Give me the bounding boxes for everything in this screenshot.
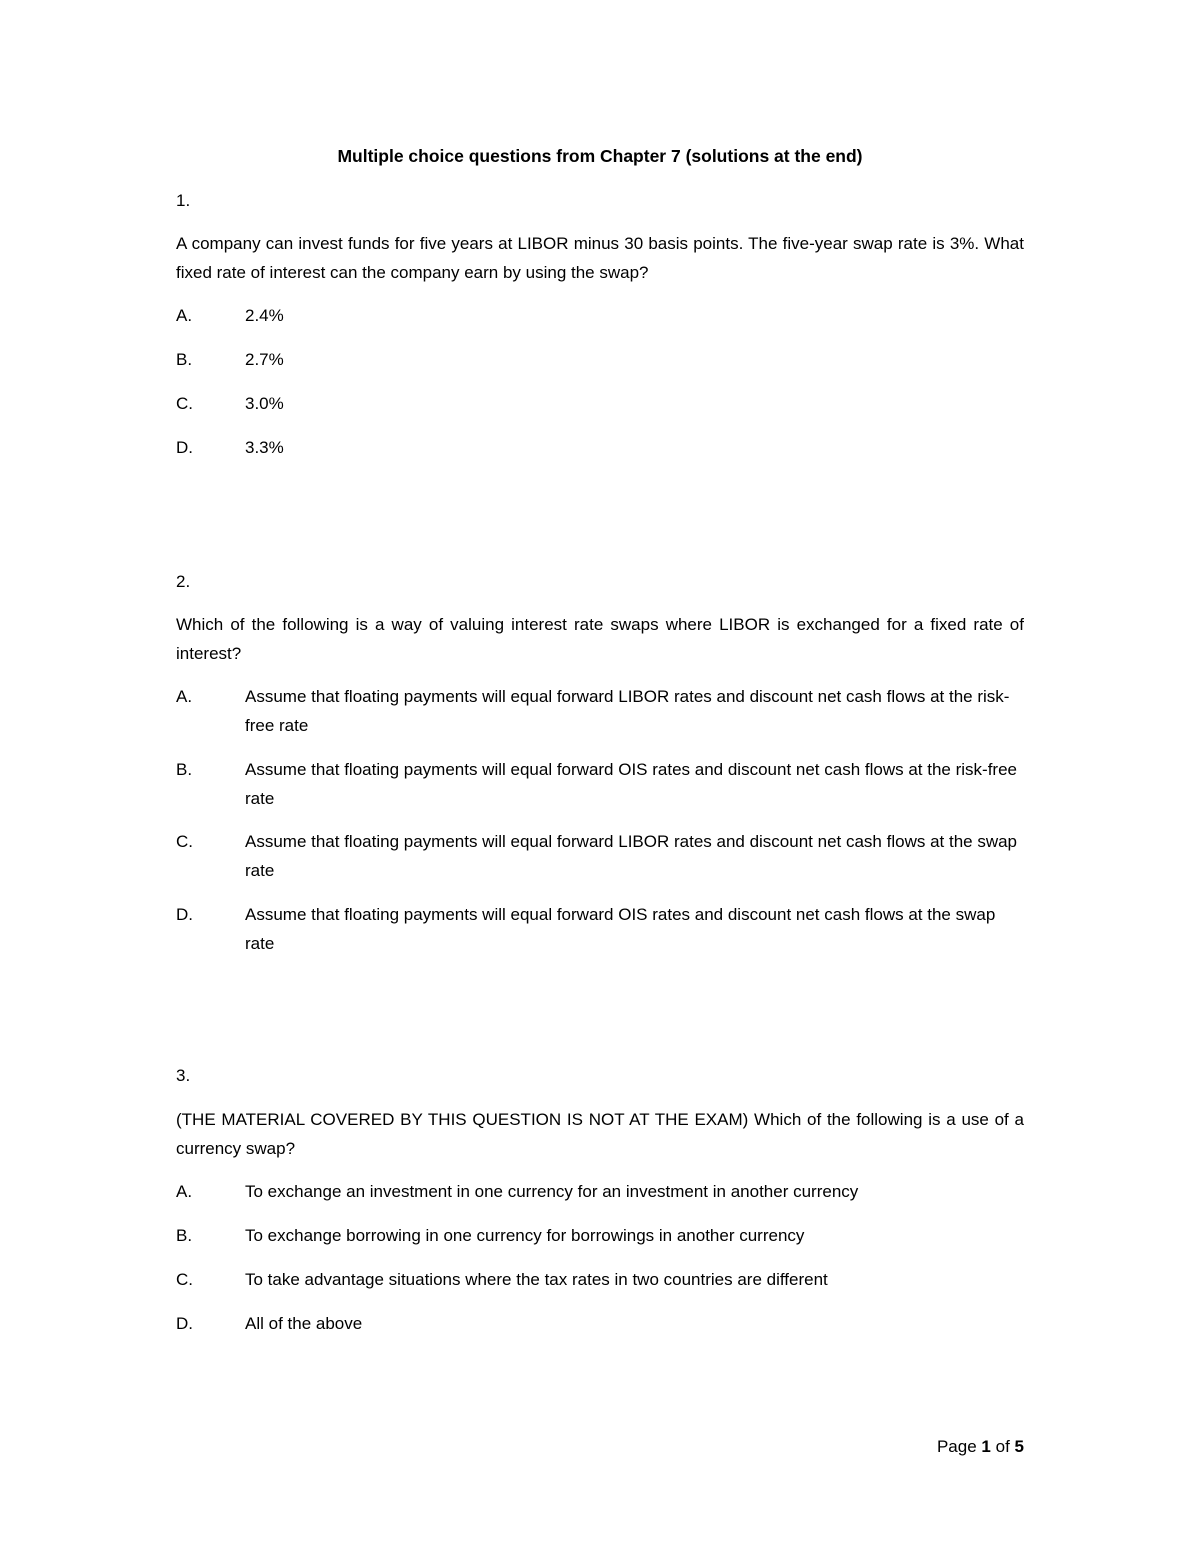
question-2-text: Which of the following is a way of valuing interest rate swaps where LIBOR is exchanged for a fixed rate of interest? bbox=[176, 615, 1024, 663]
footer-of-word: of bbox=[995, 1437, 1010, 1456]
option-letter: A. bbox=[176, 306, 193, 325]
option-text: To exchange an investment in one currency for an investment in another currency bbox=[245, 1182, 859, 1201]
option-text: 3.0% bbox=[245, 394, 284, 413]
option-letter: D. bbox=[176, 905, 193, 924]
question-3-option-b bbox=[176, 1221, 1024, 1250]
option-letter: A. bbox=[176, 687, 193, 706]
question-3-option-a bbox=[176, 1177, 1024, 1206]
page-title: Multiple choice questions from Chapter 7 (solutions at the end) bbox=[337, 146, 863, 166]
question-2-option-b bbox=[176, 755, 1024, 813]
option-letter: C. bbox=[176, 832, 193, 851]
option-letter: B. bbox=[176, 1226, 193, 1245]
footer-page-word: Page bbox=[936, 1437, 977, 1456]
option-letter: D. bbox=[176, 1314, 193, 1333]
option-text: Assume that floating payments will equal forward OIS rates and discount net cash flows at the risk-free rate bbox=[245, 760, 1017, 808]
question-3-number: 3. bbox=[176, 1066, 191, 1085]
option-text: 2.4% bbox=[245, 306, 284, 325]
option-letter: B. bbox=[176, 350, 193, 369]
option-letter: A. bbox=[176, 1182, 193, 1201]
option-text: To take advantage situations where the tax rates in two countries are different bbox=[245, 1270, 828, 1289]
option-letter: D. bbox=[176, 438, 193, 457]
option-text: Assume that floating payments will equal forward LIBOR rates and discount net cash flows at the risk-free rate bbox=[245, 687, 1010, 735]
question-1-option-a bbox=[176, 301, 1024, 330]
option-text: Assume that floating payments will equal forward LIBOR rates and discount net cash flows at the swap rate bbox=[245, 832, 1018, 880]
question-1-option-d bbox=[176, 433, 1024, 462]
question-2-number: 2. bbox=[176, 572, 191, 591]
option-letter: C. bbox=[176, 1270, 193, 1289]
question-3-option-d bbox=[176, 1309, 1024, 1338]
question-2-option-d bbox=[176, 900, 1024, 958]
question-1-option-b bbox=[176, 345, 1024, 374]
question-1-number: 1. bbox=[176, 191, 191, 210]
option-text: All of the above bbox=[245, 1314, 363, 1333]
question-3-option-c bbox=[176, 1265, 1024, 1294]
page-footer bbox=[937, 1432, 1024, 1461]
footer-page-total: 5 bbox=[1014, 1437, 1024, 1456]
option-letter: C. bbox=[176, 394, 193, 413]
question-3-text: (THE MATERIAL COVERED BY THIS QUESTION IS NOT AT THE EXAM) Which of the following is a use of a currency swap? bbox=[176, 1110, 1024, 1158]
option-text: To exchange borrowing in one currency for borrowings in another currency bbox=[245, 1226, 805, 1245]
footer-page-current: 1 bbox=[981, 1437, 991, 1456]
option-letter: B. bbox=[176, 760, 193, 779]
option-text: 3.3% bbox=[245, 438, 284, 457]
question-2-option-a bbox=[176, 682, 1024, 740]
option-text: 2.7% bbox=[245, 350, 284, 369]
option-text: Assume that floating payments will equal forward OIS rates and discount net cash flows at the swap rate bbox=[245, 905, 996, 953]
question-1-option-c bbox=[176, 389, 1024, 418]
question-2-option-c bbox=[176, 827, 1024, 885]
question-1-text: A company can invest funds for five years at LIBOR minus 30 basis points. The five-year swap rate is 3%. What fixed rate of interest can the company earn by using the swap? bbox=[176, 234, 1024, 282]
